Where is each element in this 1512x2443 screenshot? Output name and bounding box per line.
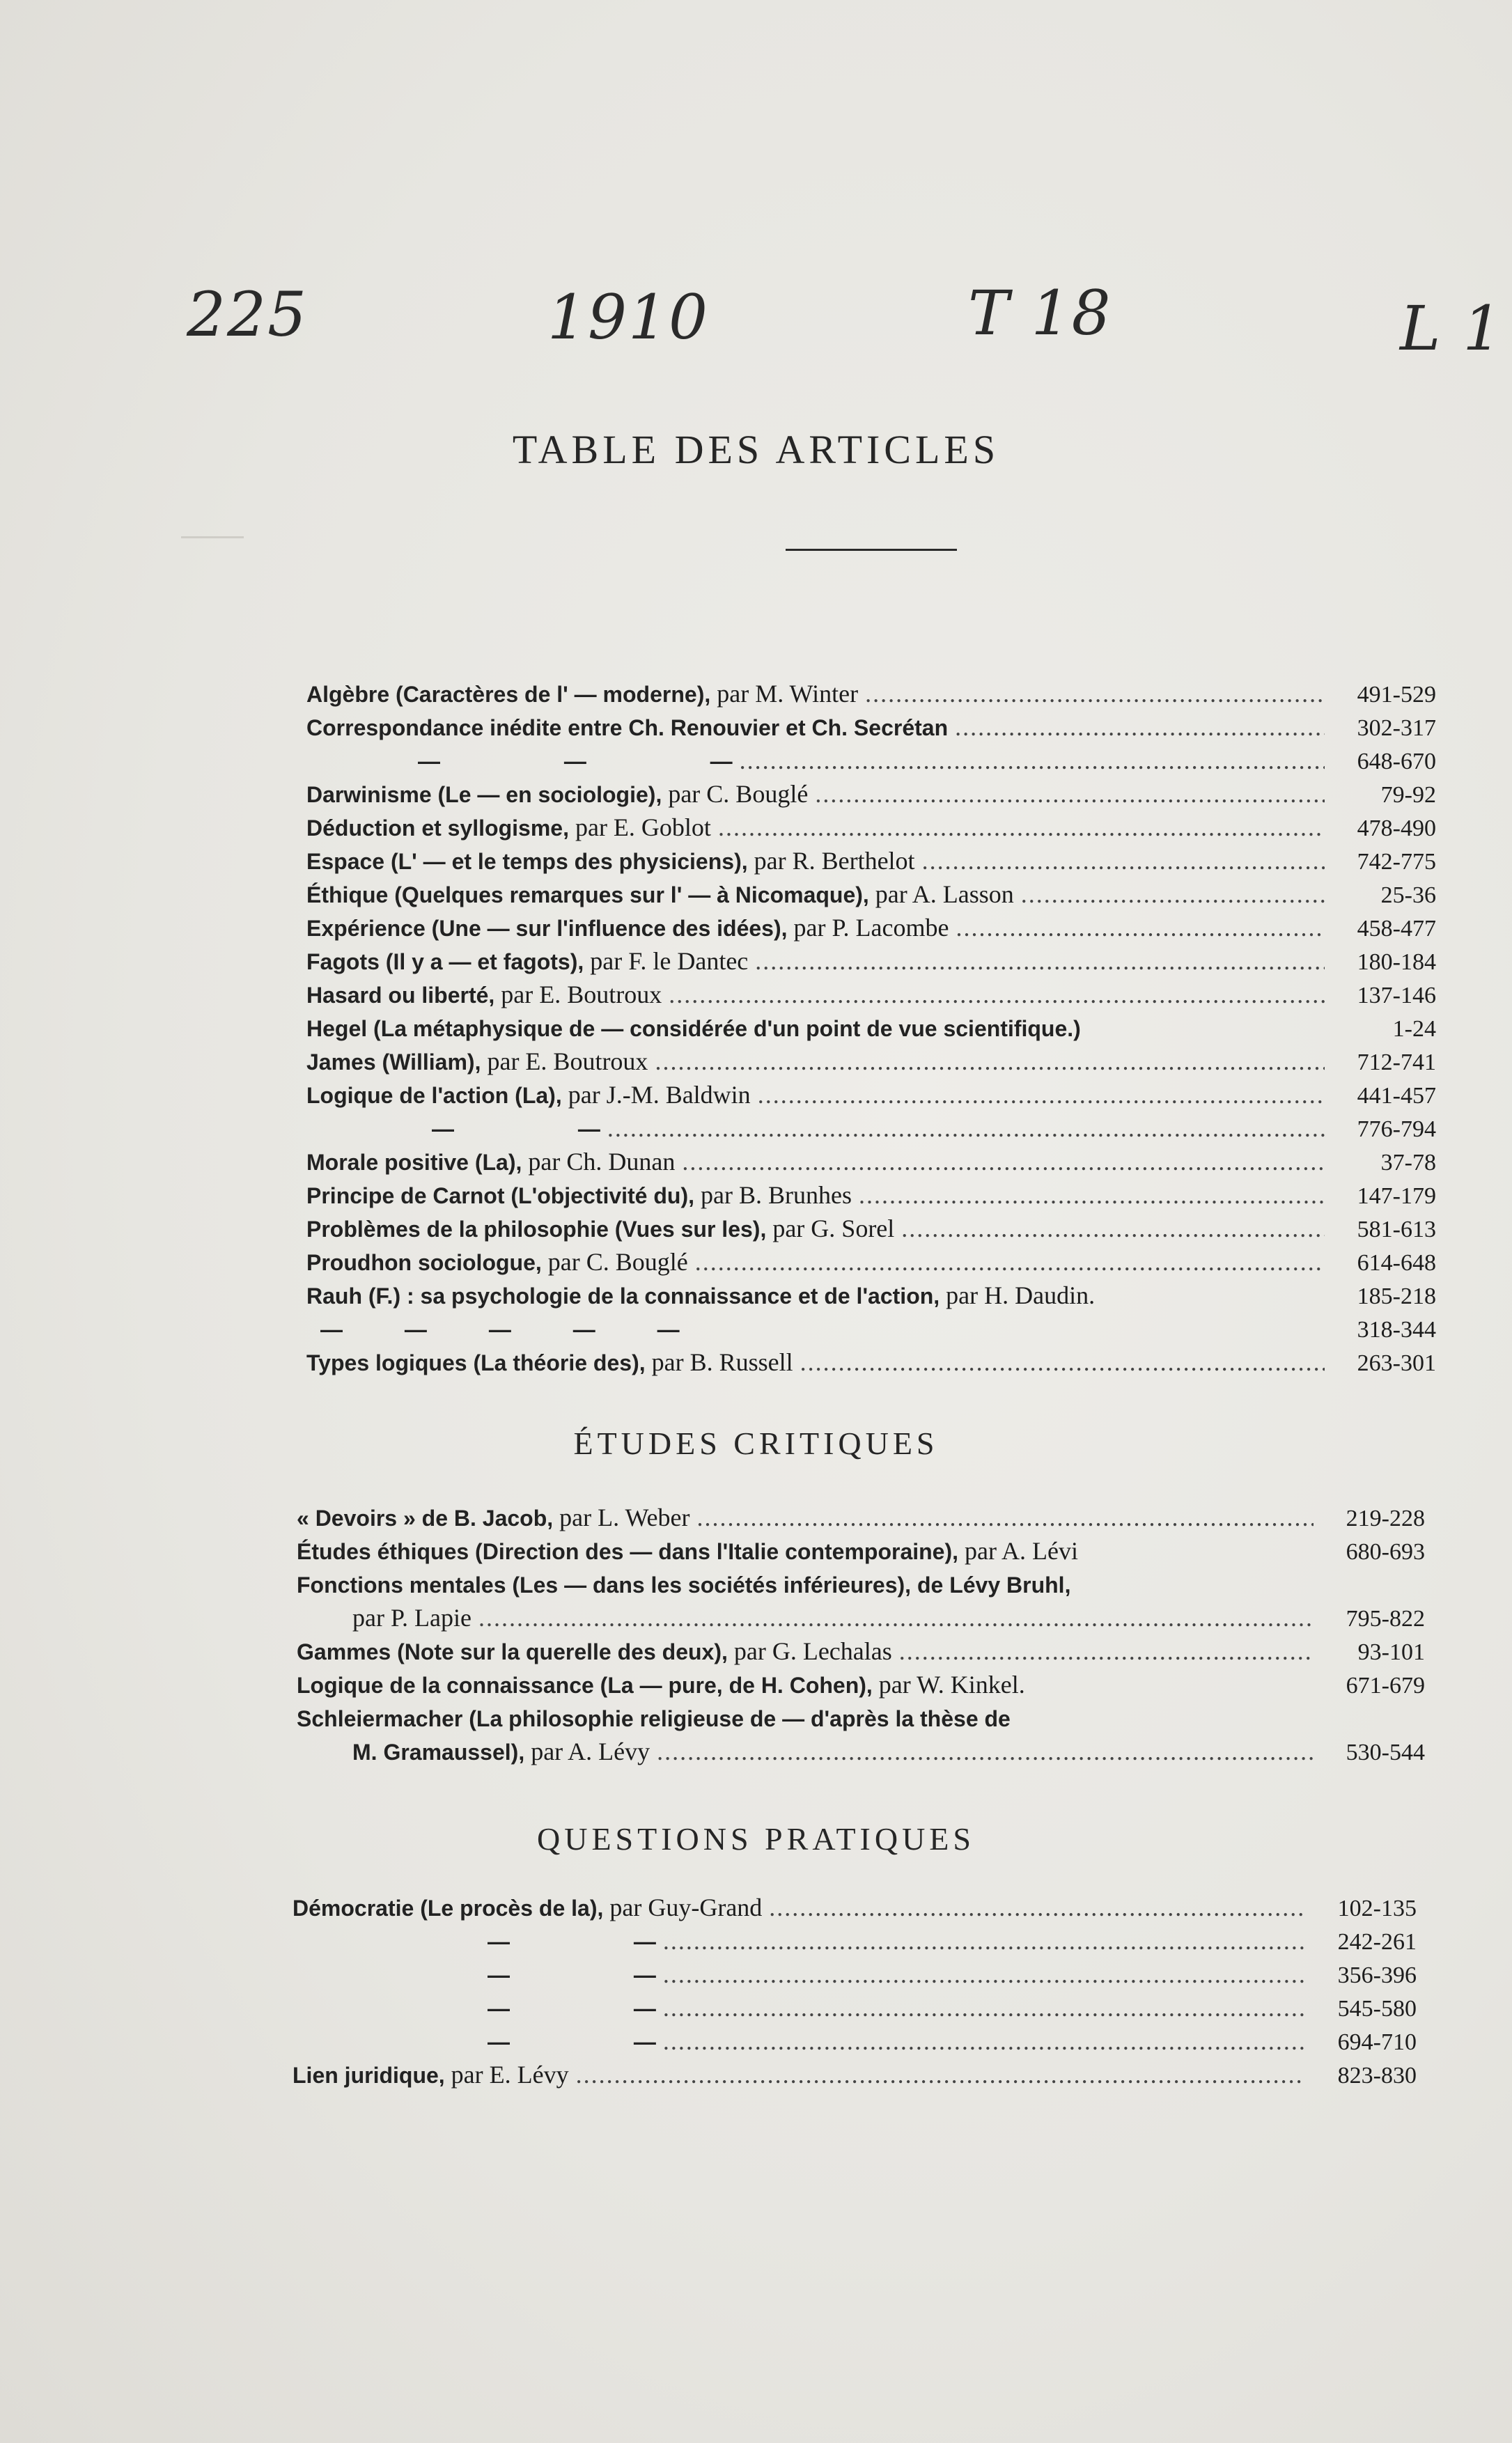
page-range: 491-529 xyxy=(1357,682,1436,708)
list-item: Darwinisme (Le — en sociologie), par C. Bouglé ..... 79-92 xyxy=(306,779,1436,813)
page-range: 137-146 xyxy=(1357,983,1436,1008)
list-item: Logique de la connaissance (La — pure, de H. Cohen), par W. Kinkel. 671-679 xyxy=(297,1671,1425,1699)
title-divider xyxy=(786,549,957,551)
handwritten-mark: L 1 xyxy=(1400,292,1504,364)
page-range: 302-317 xyxy=(1357,715,1436,741)
page-range: 581-613 xyxy=(1357,1217,1436,1242)
list-item: M. Gramaussel), par A. Lévy ..... 530-544 xyxy=(297,1737,1425,1770)
list-item: Espace (L' — et le temps des physiciens), par R. Berthelot ..... 742-775 xyxy=(306,846,1436,880)
page-range: 478-490 xyxy=(1357,815,1436,841)
page-range: 79-92 xyxy=(1380,782,1436,808)
section-heading-etudes: ÉTUDES CRITIQUES xyxy=(573,1426,939,1461)
list-item: Algèbre (Caractères de l' — moderne), par M. Winter ..... 491-529 xyxy=(306,679,1436,712)
page-range: 219-228 xyxy=(1346,1506,1425,1531)
list-item: Études éthiques (Direction des — dans l'Italie contemporaine), par A. Lévi 680-693 xyxy=(297,1537,1425,1565)
page-range: 242-261 xyxy=(1337,1929,1417,1955)
list-item: Hegel (La métaphysique de — considérée d'un point de vue scientifique.) 1-24 xyxy=(306,1016,1436,1042)
handwritten-number: 225 xyxy=(187,279,308,350)
page-range: 712-741 xyxy=(1357,1049,1436,1075)
list-item: Déduction et syllogisme, par E. Goblot ..... 478-490 xyxy=(306,813,1436,846)
list-item: Lien juridique, par E. Lévy ..... 823-830 xyxy=(293,2060,1417,2093)
list-item: — — ..... 356-396 xyxy=(293,1960,1417,1993)
page-range: 147-179 xyxy=(1357,1183,1436,1209)
page-range: 823-830 xyxy=(1337,2063,1417,2089)
list-item: Expérience (Une — sur l'influence des idées), par P. Lacombe ..... 458-477 xyxy=(306,913,1436,946)
list-item: Démocratie (Le procès de la), par Guy-Grand ..... 102-135 xyxy=(293,1893,1417,1926)
list-item: Principe de Carnot (L'objectivité du), par B. Brunhes ..... 147-179 xyxy=(306,1180,1436,1214)
list-item: Schleiermacher (La philosophie religieuse de — d'après la thèse de xyxy=(297,1706,1011,1731)
page-range: 680-693 xyxy=(1346,1539,1425,1565)
list-item: Rauh (F.) : sa psychologie de la connaissance et de l'action, par H. Daudin. 185-218 xyxy=(306,1281,1436,1309)
handwritten-year: 1910 xyxy=(547,281,709,353)
page-range: 694-710 xyxy=(1337,2029,1417,2055)
page-title: TABLE DES ARTICLES xyxy=(512,427,1000,472)
list-item: Types logiques (La théorie des), par B. Russell ..... 263-301 xyxy=(306,1348,1436,1381)
list-item: Gammes (Note sur la querelle des deux), par G. Lechalas ..... 93-101 xyxy=(297,1637,1425,1670)
list-item: Hasard ou liberté, par E. Boutroux ..... 137-146 xyxy=(306,980,1436,1013)
page-range: 93-101 xyxy=(1357,1639,1425,1665)
page-range: 530-544 xyxy=(1346,1740,1425,1765)
page-range: 1-24 xyxy=(1392,1016,1436,1042)
list-item: Fonctions mentales (Les — dans les sociétés inférieures), de Lévy Bruhl, xyxy=(297,1572,1071,1598)
list-item: Proudhon sociologue, par C. Bouglé ..... 614-648 xyxy=(306,1247,1436,1281)
page-range: 614-648 xyxy=(1357,1250,1436,1276)
list-item: — — ..... 545-580 xyxy=(293,1993,1417,2027)
page-range: 263-301 xyxy=(1357,1350,1436,1376)
margin-mark xyxy=(181,536,244,538)
page-range: 545-580 xyxy=(1337,1996,1417,2022)
list-item: — — ..... 242-261 xyxy=(293,1926,1417,1960)
page-range: 671-679 xyxy=(1346,1673,1425,1699)
list-item: — — ..... 694-710 xyxy=(293,2027,1417,2060)
list-item: — — — ..... 648-670 xyxy=(306,746,1436,779)
list-item: « Devoirs » de B. Jacob, par L. Weber ..... 219-228 xyxy=(297,1503,1425,1536)
page-range: 185-218 xyxy=(1357,1283,1436,1309)
page-range: 441-457 xyxy=(1357,1083,1436,1109)
page-range: 102-135 xyxy=(1337,1896,1417,1921)
articles-list xyxy=(306,679,1436,1381)
list-item: Correspondance inédite entre Ch. Renouvier et Ch. Secrétan ..... 302-317 xyxy=(306,712,1436,746)
list-item: Problèmes de la philosophie (Vues sur les), par G. Sorel ..... 581-613 xyxy=(306,1214,1436,1247)
list-item: James (William), par E. Boutroux ..... 712-741 xyxy=(306,1047,1436,1080)
page-range: 318-344 xyxy=(1357,1317,1436,1343)
page-range: 180-184 xyxy=(1357,949,1436,975)
list-item: Morale positive (La), par Ch. Dunan ..... 37-78 xyxy=(306,1147,1436,1180)
page-range: 776-794 xyxy=(1357,1116,1436,1142)
list-item: — — — — — 318-344 xyxy=(320,1317,1436,1343)
etudes-list xyxy=(297,1503,1425,1770)
list-item: — — ..... 776-794 xyxy=(306,1114,1436,1147)
questions-list xyxy=(293,1893,1417,2093)
list-item: par P. Lapie ..... 795-822 xyxy=(297,1603,1425,1637)
page-range: 742-775 xyxy=(1357,849,1436,875)
list-item: Fagots (Il y a — et fagots), par F. le Dantec ..... 180-184 xyxy=(306,946,1436,980)
list-item: Logique de l'action (La), par J.-M. Baldwin ..... 441-457 xyxy=(306,1080,1436,1114)
page-range: 37-78 xyxy=(1380,1150,1436,1176)
page-range: 356-396 xyxy=(1337,1962,1417,1988)
page-range: 458-477 xyxy=(1357,916,1436,942)
page-range: 25-36 xyxy=(1380,882,1436,908)
list-item: Éthique (Quelques remarques sur l' — à Nicomaque), par A. Lasson ..... 25-36 xyxy=(306,880,1436,913)
page-range: 795-822 xyxy=(1346,1606,1425,1632)
handwritten-tome: T 18 xyxy=(968,277,1112,349)
section-heading-questions: QUESTIONS PRATIQUES xyxy=(537,1821,975,1857)
page-range: 648-670 xyxy=(1357,749,1436,774)
